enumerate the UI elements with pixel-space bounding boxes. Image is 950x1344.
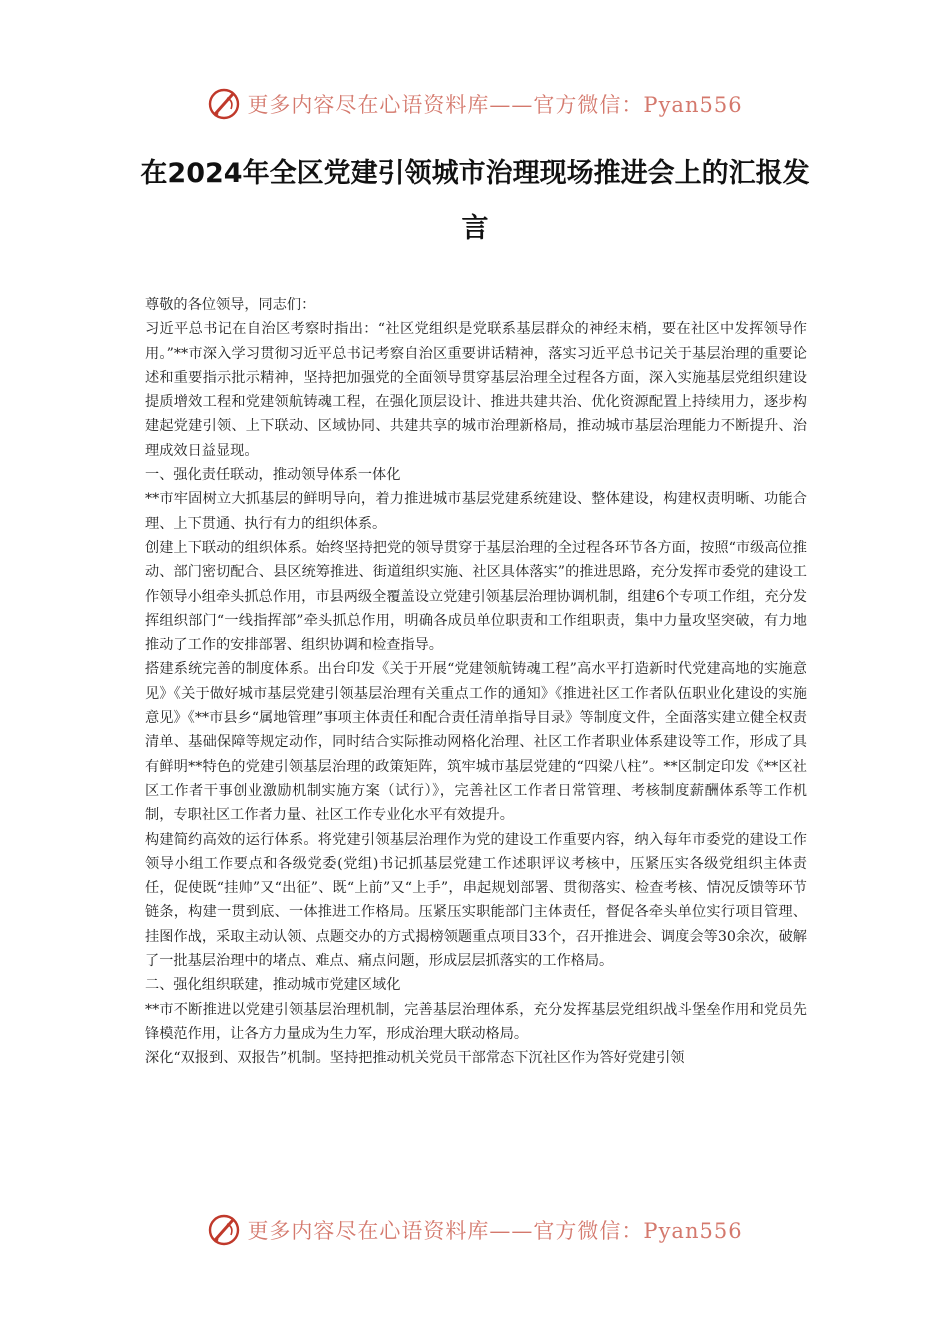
paragraph: 习近平总书记在自治区考察时指出：“社区党组织是党联系基层群众的神经末梢，要在社区中发挥领导作用。”**市深入学习贯彻习近平总书记考察自治区重要讲话精神，落实习近平总书记关于基层治理的重要论述和重要指示批示精神，坚持把加强党的全面领导贯穿基层治理全过程各方面，深入实施基层党组织建设提质增效工程和党建领航铸魂工程，在强化顶层设计、推进共建共治、优化资源配置上持续用力，逐步构建起党建引领、上下联动、区域协同、共建共享的城市治理新格局，推动城市基层治理能力不断提升、治理成效日益显现。	[145, 321, 807, 459]
section-heading: 二、强化组织联建，推动城市党建区域化	[145, 977, 401, 994]
paragraph: **市不断推进以党建引领基层治理机制，完善基层治理体系，充分发挥基层党组织战斗堡垒作用和党员先锋模范作用，让各方力量成为生力军，形成治理大联动格局。	[145, 1001, 807, 1042]
brush-logo-icon	[207, 1213, 241, 1247]
paragraph: 构建简约高效的运行体系。将党建引领基层治理作为党的建设工作重要内容，纳入每年市委党的建设工作领导小组工作要点和各级党委(党组)书记抓基层党建工作述职评议考核中，压紧压实各级党组织主体责任，促使既“挂帅”又“出征”、既“上前”又“上手”，串起规划部署、贯彻落实、检查考核、情况反馈等环节链条，构建一贯到底、一体推进工作格局。压紧压实职能部门主体责任，督促各牵头单位实行项目管理、挂图作战，采取主动认领、点题交办的方式揭榜领题重点项目33个，召开推进会、调度会等30余次，破解了一批基层治理中的堵点、难点、痛点问题，形成层层抓落实的工作格局。	[145, 831, 807, 970]
paragraph: 深化“双报到、双报告”机制。坚持把推动机关党员干部常态下沉社区作为答好党建引领	[145, 1050, 685, 1067]
brush-logo-icon	[207, 87, 241, 121]
watermark-banner-bottom	[0, 1210, 950, 1250]
paragraph: 搭建系统完善的制度体系。出台印发《关于开展“党建领航铸魂工程”高水平打造新时代党建高地的实施意见》《关于做好城市基层党建引领基层治理有关重点工作的通知》《推进社区工作者队伍职业化建设的实施意见》《**市县乡“属地管理”事项主体责任和配合责任清单指导目录》等制度文件，全面落实建立健全权责清单、基础保障等规定动作，同时结合实际推动网格化治理、社区工作者职业体系建设等工作，形成了具有鲜明**特色的党建引领基层治理的政策矩阵，筑牢城市基层党建的“四梁八柱”。**区制定印发《**区社区工作者干事创业激励机制实施方案（试行）》，完善社区工作者日常管理、考核制度薪酬体系等工作机制，专职社区工作者力量、社区工作专业化水平有效提升。	[145, 661, 807, 824]
watermark-text: 更多内容尽在心语资料库——官方微信：Pyan556	[247, 1219, 743, 1243]
document-title: 在2024年全区党建引领城市治理现场推进会上的汇报发言	[140, 158, 810, 244]
salutation: 尊敬的各位领导，同志们：	[145, 297, 316, 313]
section-heading: 一、强化责任联动，推动领导体系一体化	[145, 467, 401, 484]
paragraph: **市牢固树立大抓基层的鲜明导向，着力推进城市基层党建系统建设、整体建设，构建权责明晰、功能合理、上下贯通、执行有力的组织体系。	[145, 491, 807, 532]
document-body	[145, 293, 807, 1071]
paragraph: 创建上下联动的组织体系。始终坚持把党的领导贯穿于基层治理的全过程各环节各方面，按照“市级高位推动、部门密切配合、县区统筹推进、街道组织实施、社区具体落实”的推进思路，充分发挥市委党的建设工作领导小组牵头抓总作用，市县两级全覆盖设立党建引领基层治理协调机制，组建6个专项工作组，充分发挥组织部门“一线指挥部”牵头抓总作用，明确各成员单位职责和工作组职责，集中力量攻坚突破，有力地推动了工作的安排部署、组织协调和检查指导。	[145, 539, 807, 654]
watermark-banner-top	[0, 84, 950, 124]
watermark-text: 更多内容尽在心语资料库——官方微信：Pyan556	[247, 93, 743, 117]
